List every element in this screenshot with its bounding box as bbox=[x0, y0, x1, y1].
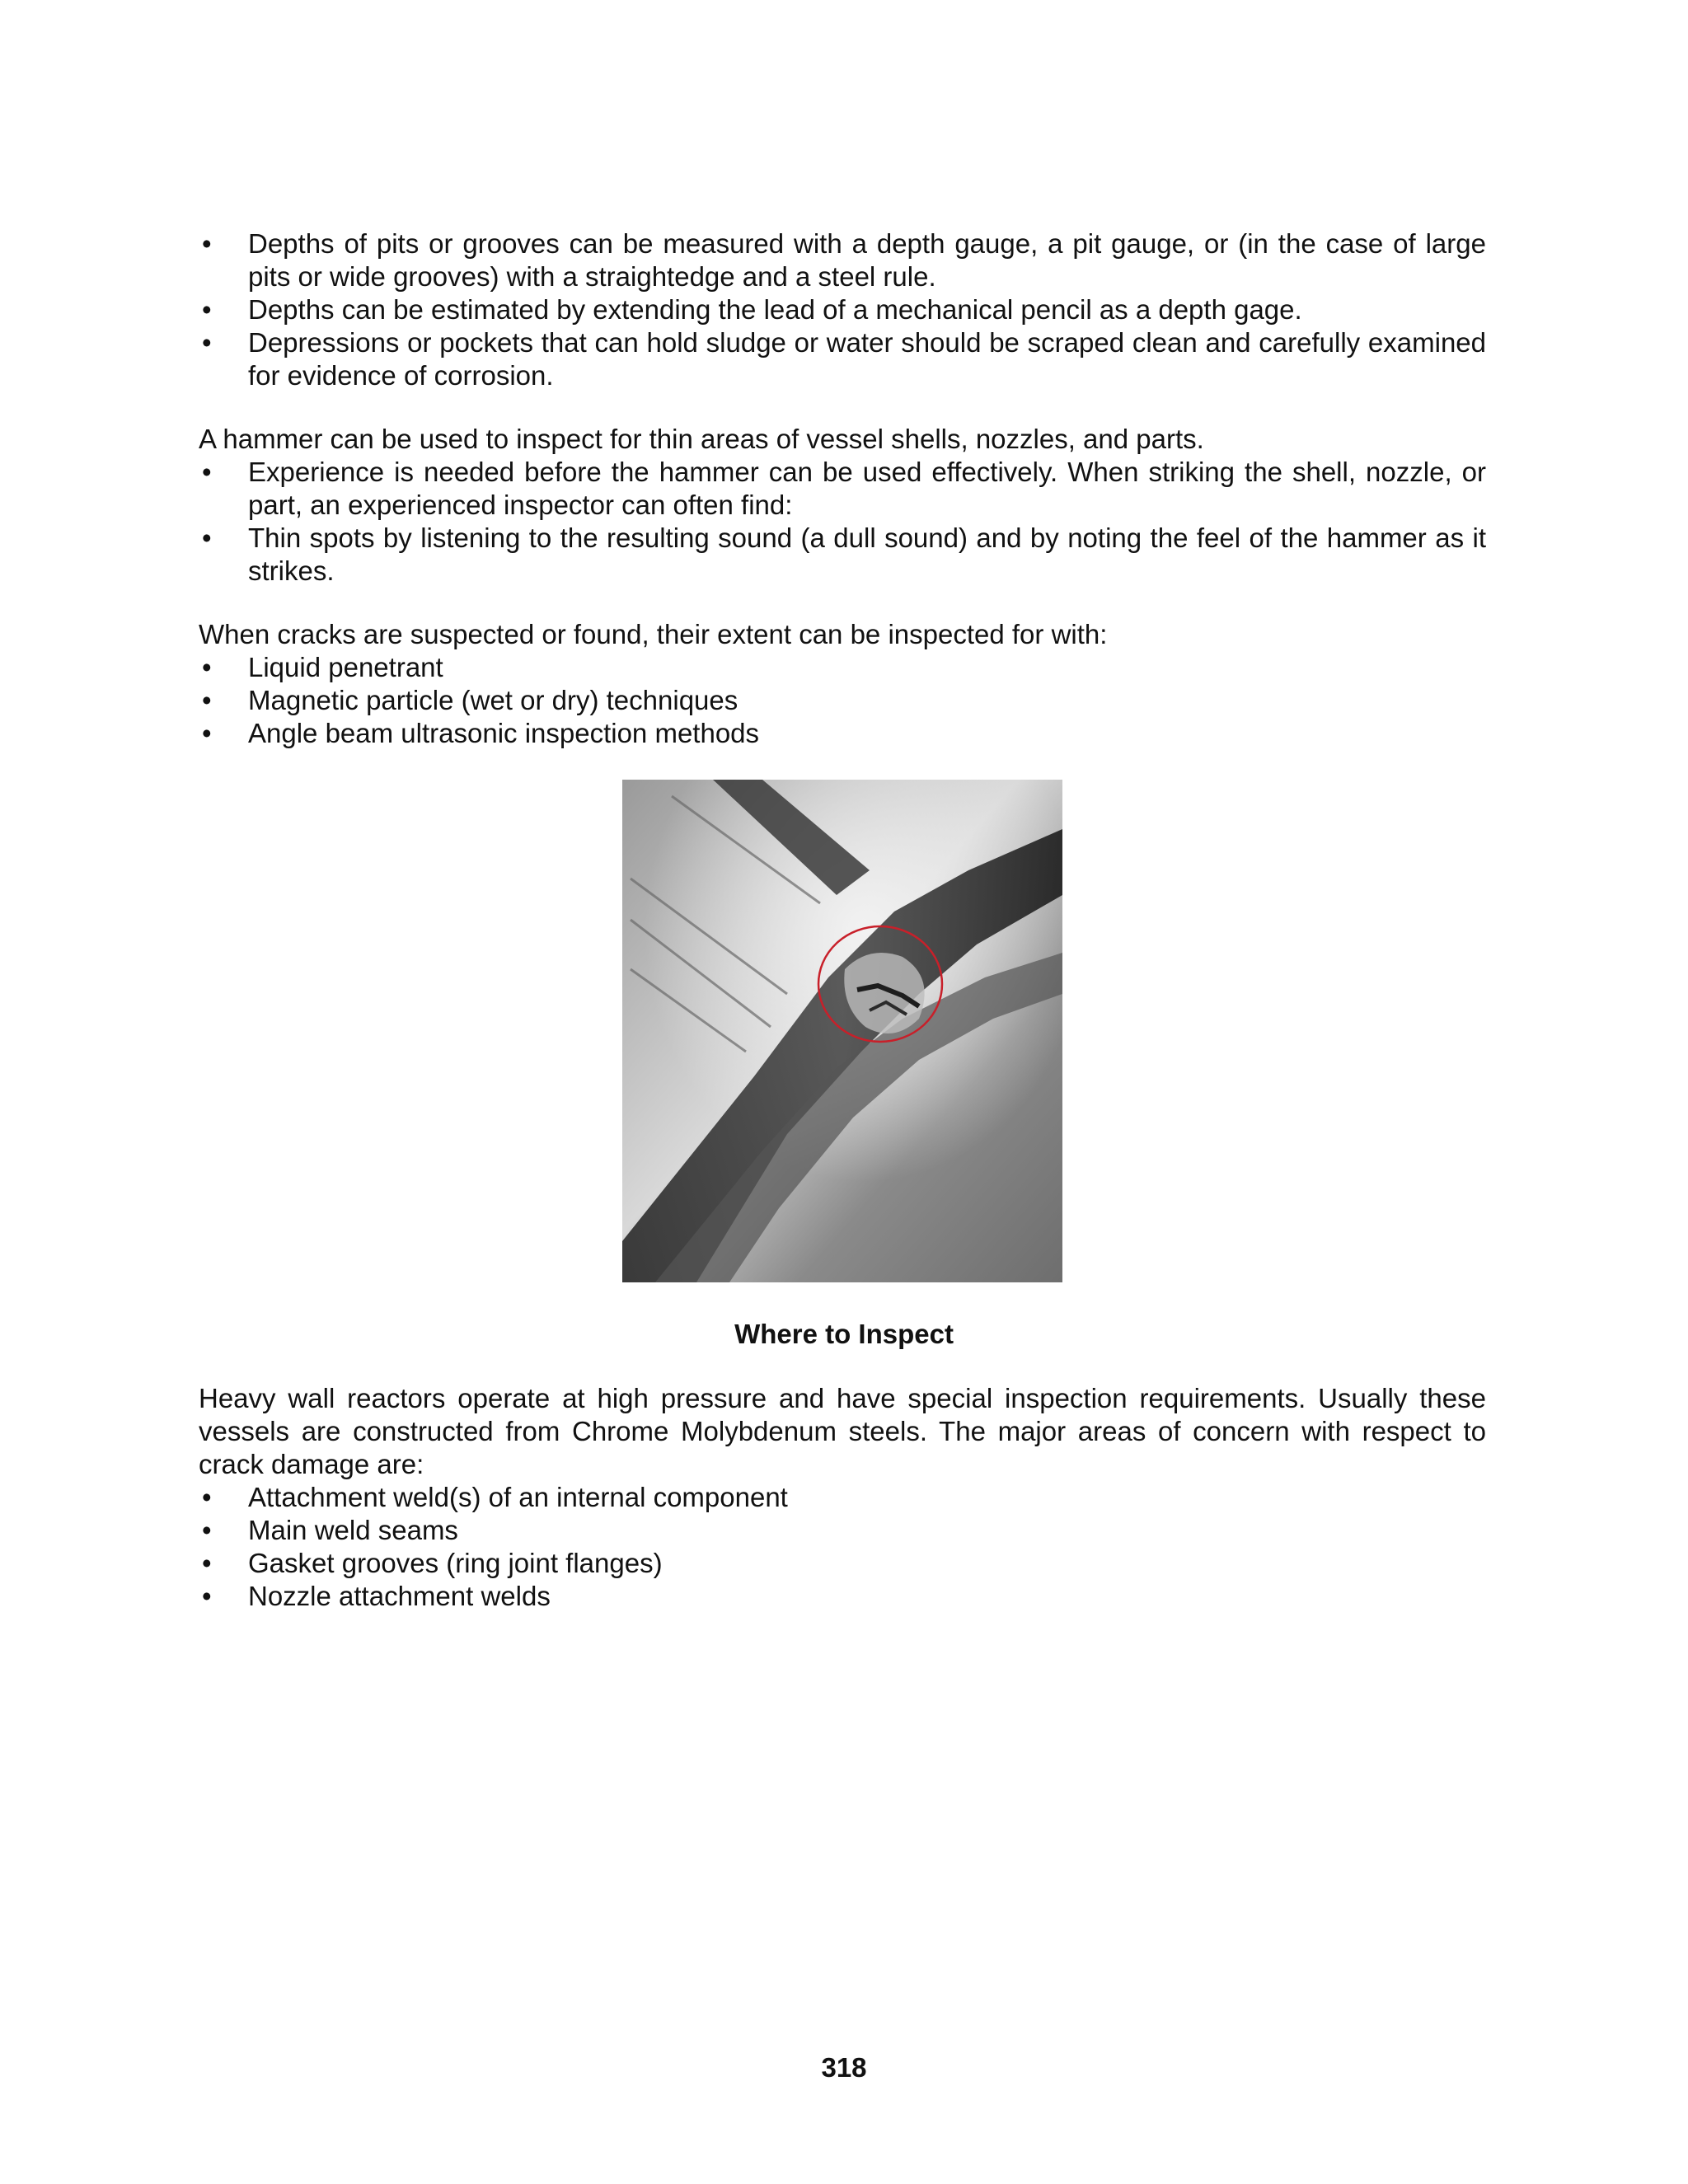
list-item: • Experience is needed before the hammer can be used effectively. When striking the shell, nozzle, or part, an experienced inspector can often find: bbox=[199, 456, 1486, 522]
list-item: • Angle beam ultrasonic inspection methods bbox=[199, 717, 1486, 750]
upper-content bbox=[199, 227, 1486, 750]
list-item: • Magnetic particle (wet or dry) techniques bbox=[199, 684, 1486, 717]
list-item: • Depths of pits or grooves can be measured with a depth gauge, a pit gauge, or (in the case of large pits or wide grooves) with a straightedge and a steel rule. bbox=[199, 227, 1486, 293]
reactors-paragraph: Heavy wall reactors operate at high pressure and have special inspection requirements. Usually these vessels are constructed from Chrome Molybdenum steels. The major areas of concern with respect to crack damage are: bbox=[199, 1383, 1486, 1479]
concern-areas-list bbox=[199, 1481, 1486, 1613]
crack-methods-list bbox=[199, 651, 1486, 750]
pit-measurement-list bbox=[199, 227, 1486, 392]
crack-photo bbox=[622, 780, 1062, 1282]
list-item: • Attachment weld(s) of an internal component bbox=[199, 1481, 1486, 1514]
cracks-intro: When cracks are suspected or found, their extent can be inspected for with: bbox=[199, 619, 1108, 649]
list-item: • Gasket grooves (ring joint flanges) bbox=[199, 1547, 1486, 1580]
hammer-list bbox=[199, 456, 1486, 588]
section-title: Where to Inspect bbox=[734, 1319, 954, 1349]
hammer-intro: A hammer can be used to inspect for thin areas of vessel shells, nozzles, and parts. bbox=[199, 424, 1204, 454]
lower-content bbox=[199, 1382, 1486, 1613]
list-item: • Depressions or pockets that can hold sludge or water should be scraped clean and carefully examined for evidence of corrosion. bbox=[199, 326, 1486, 392]
list-item: • Depths can be estimated by extending the lead of a mechanical pencil as a depth gage. bbox=[199, 293, 1486, 326]
list-item: • Main weld seams bbox=[199, 1514, 1486, 1547]
list-item: • Liquid penetrant bbox=[199, 651, 1486, 684]
page-number: 318 bbox=[821, 2052, 867, 2083]
crack-photo-graphic bbox=[622, 780, 1062, 1282]
list-item: • Thin spots by listening to the resulting sound (a dull sound) and by noting the feel of the hammer as it strikes. bbox=[199, 522, 1486, 588]
list-item: • Nozzle attachment welds bbox=[199, 1580, 1486, 1613]
